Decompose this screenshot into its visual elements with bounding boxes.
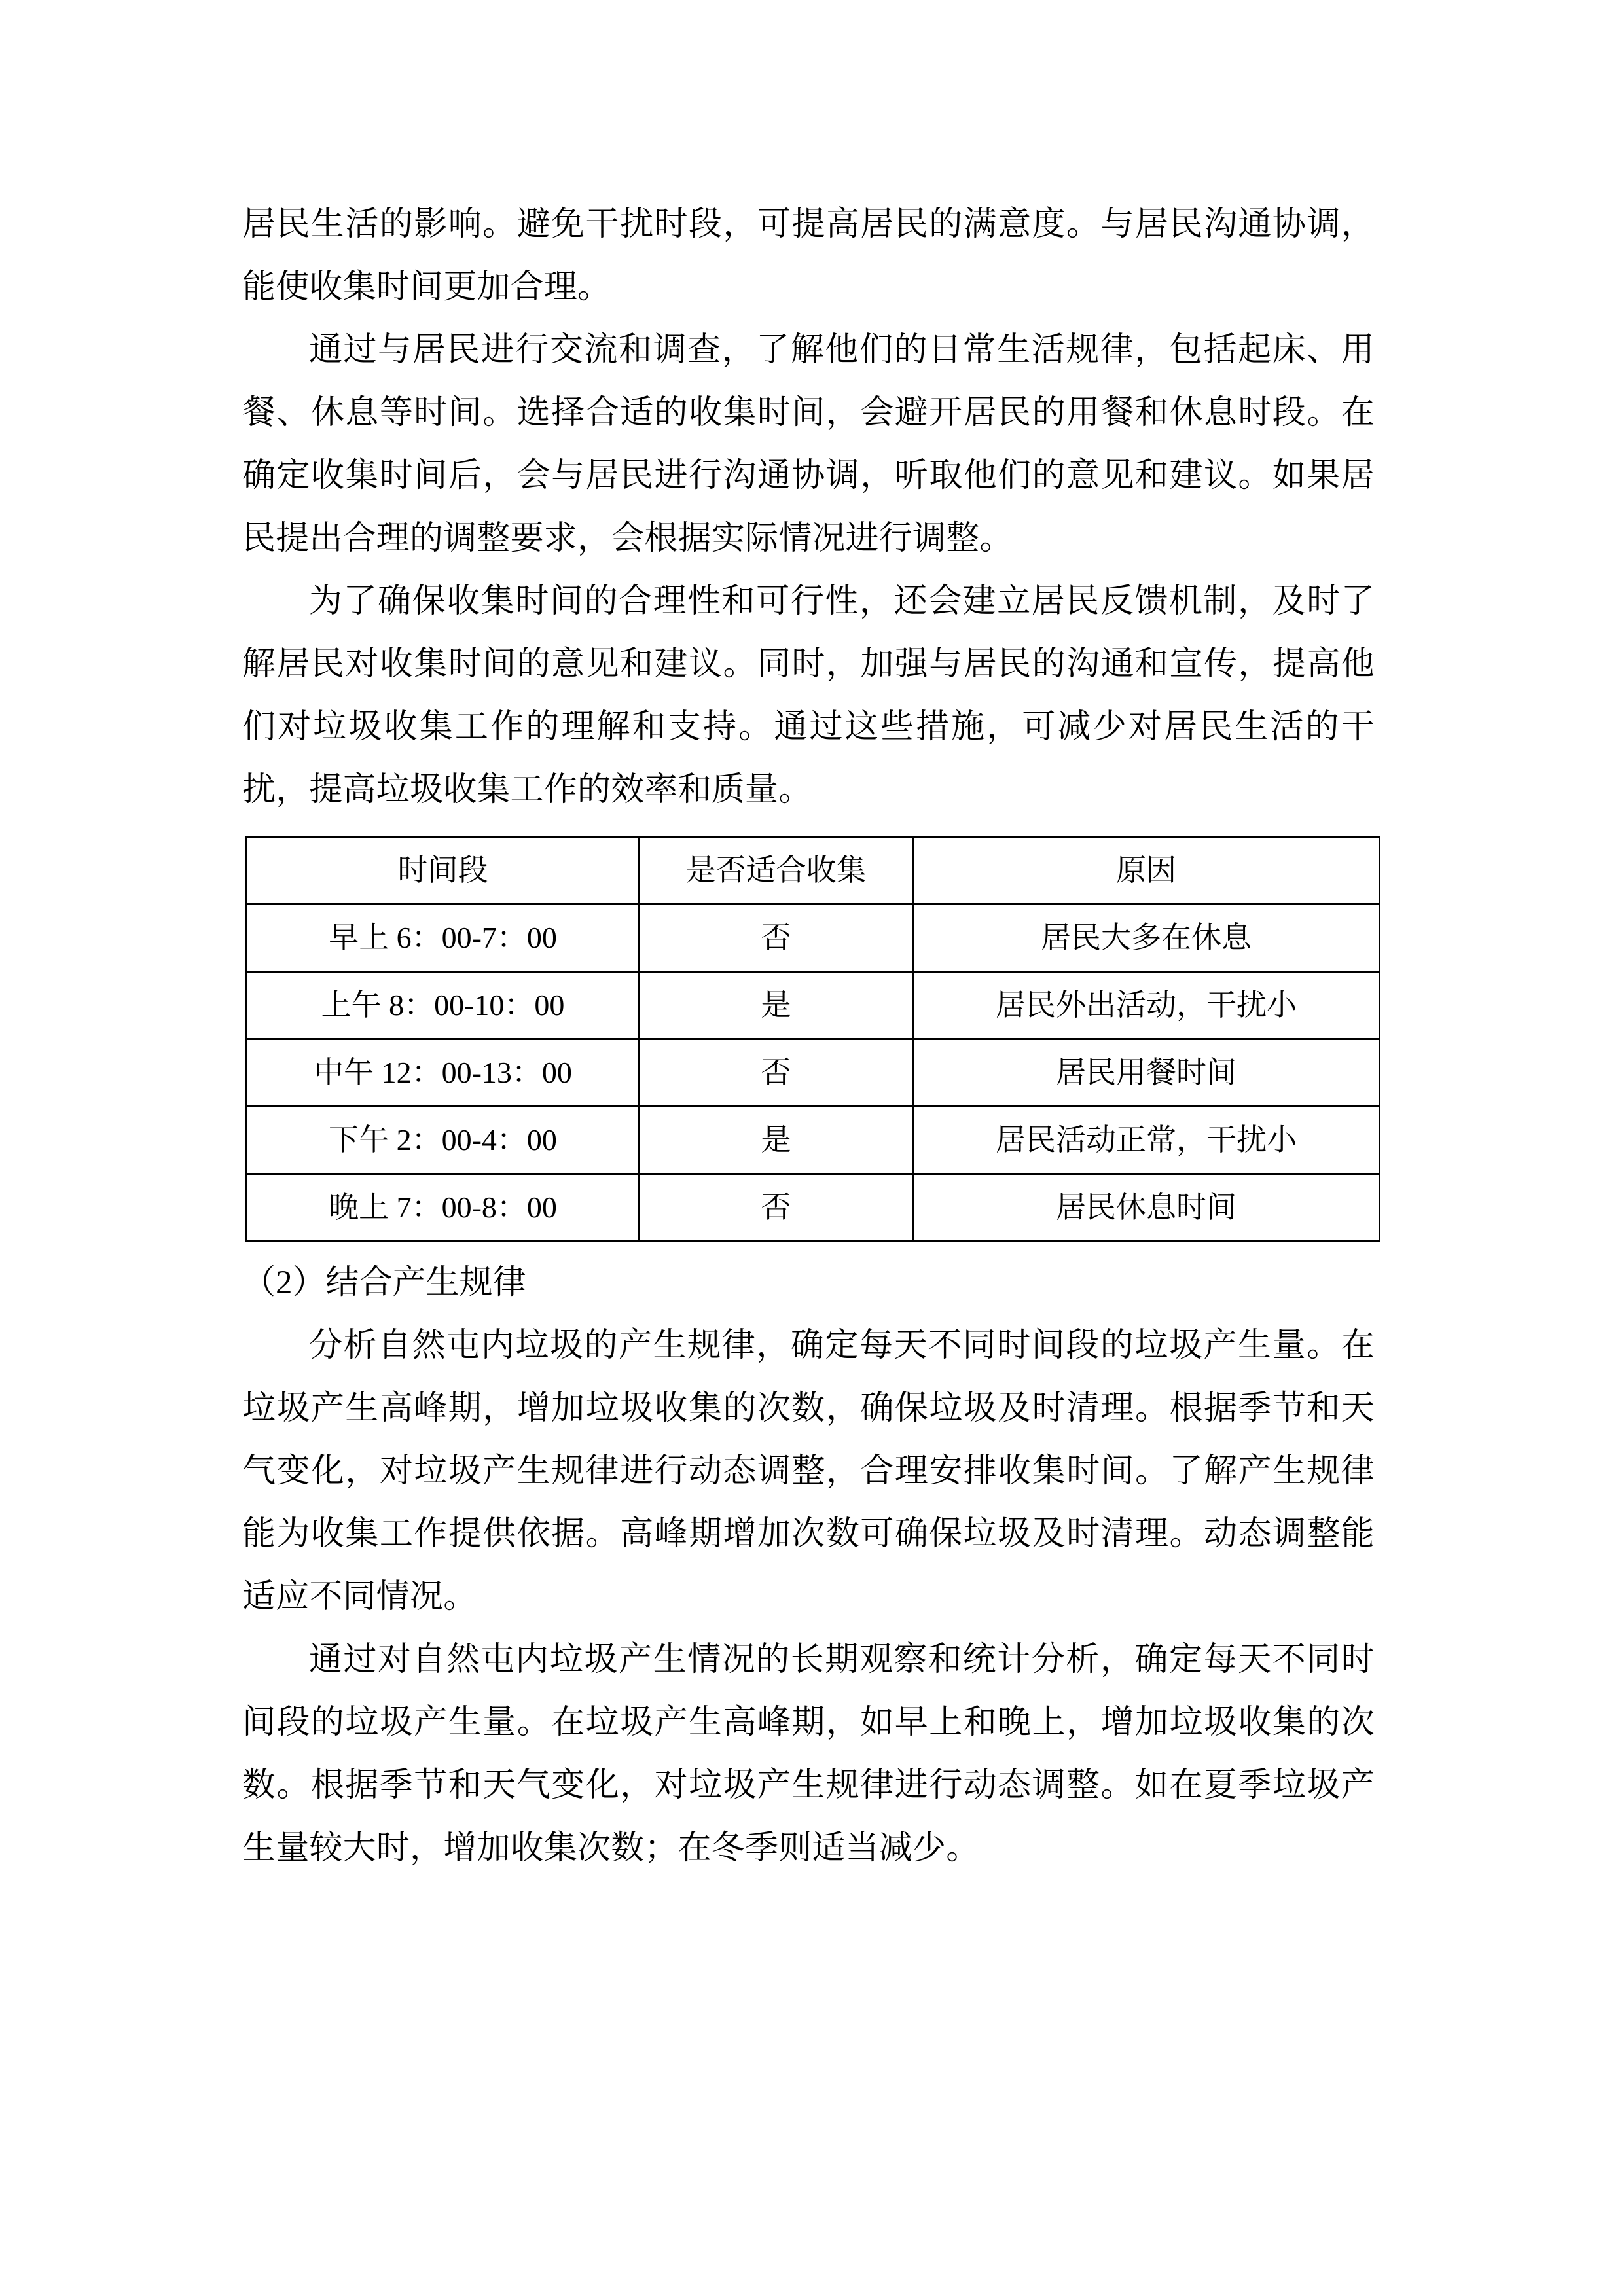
spacer-before-table	[242, 821, 1375, 836]
table-cell-suitable: 是	[640, 972, 913, 1039]
table-cell-suitable: 是	[640, 1107, 913, 1174]
paragraph-2: 通过与居民进行交流和调查，了解他们的日常生活规律，包括起床、用餐、休息等时间。选择合适的收集时间，会避开居民的用餐和休息时段。在确定收集时间后，会与居民进行沟通协调，听取他们的意见和建议。如果居民提出合理的调整要求，会根据实际情况进行调整。	[242, 332, 1375, 557]
paragraph-4: 分析自然屯内垃圾的产生规律，确定每天不同时间段的垃圾产生量。在垃圾产生高峰期，增加垃圾收集的次数，确保垃圾及时清理。根据季节和天气变化，对垃圾产生规律进行动态调整，合理安排收集时间。了解产生规律能为收集工作提供依据。高峰期增加次数可确保垃圾及时清理。动态调整能适应不同情况。	[242, 1327, 1375, 1615]
paragraph-5: 通过对自然屯内垃圾产生情况的长期观察和统计分析，确定每天不同时间段的垃圾产生量。在垃圾产生高峰期，如早上和晚上，增加垃圾收集的次数。根据季节和天气变化，对垃圾产生规律进行动态调整。如在夏季垃圾产生量较大时，增加收集次数；在冬季则适当减少。	[242, 1641, 1375, 1867]
table-row	[247, 1039, 1380, 1107]
paragraph-3: 为了确保收集时间的合理性和可行性，还会建立居民反馈机制，及时了解居民对收集时间的意见和建议。同时，加强与居民的沟通和宣传，提高他们对垃圾收集工作的理解和支持。通过这些措施，可减少对居民生活的干扰，提高垃圾收集工作的效率和质量。	[242, 583, 1375, 808]
paragraph-1: 居民生活的影响。避免干扰时段，可提高居民的满意度。与居民沟通协调，能使收集时间更加合理。	[242, 206, 1375, 306]
table-cell-suitable: 否	[640, 1039, 913, 1107]
table-cell-timeslot: 早上 6：00-7：00	[247, 905, 640, 972]
collection-time-suitability-table	[245, 836, 1380, 1242]
spacer-after-table	[242, 1242, 1375, 1251]
table-header-cell-timeslot: 时间段	[247, 837, 640, 905]
table-header-cell-suitable: 是否适合收集	[640, 837, 913, 905]
table-row	[247, 1107, 1380, 1174]
table-cell-timeslot: 中午 12：00-13：00	[247, 1039, 640, 1107]
document-body	[242, 193, 1375, 1880]
table-cell-reason: 居民外出活动，干扰小	[913, 972, 1380, 1039]
table-cell-reason: 居民休息时间	[913, 1174, 1380, 1242]
table-row	[247, 972, 1380, 1039]
table-cell-timeslot: 上午 8：00-10：00	[247, 972, 640, 1039]
table-cell-timeslot: 晚上 7：00-8：00	[247, 1174, 640, 1242]
section-heading: （2）结合产生规律	[242, 1265, 526, 1301]
table-row	[247, 905, 1380, 972]
table-cell-suitable: 否	[640, 1174, 913, 1242]
table-cell-timeslot: 下午 2：00-4：00	[247, 1107, 640, 1174]
table-header-row	[247, 837, 1380, 905]
table-cell-suitable: 否	[640, 905, 913, 972]
table-cell-reason: 居民用餐时间	[913, 1039, 1380, 1107]
table-header-cell-reason: 原因	[913, 837, 1380, 905]
table-cell-reason: 居民大多在休息	[913, 905, 1380, 972]
table-cell-reason: 居民活动正常，干扰小	[913, 1107, 1380, 1174]
table-row	[247, 1174, 1380, 1242]
